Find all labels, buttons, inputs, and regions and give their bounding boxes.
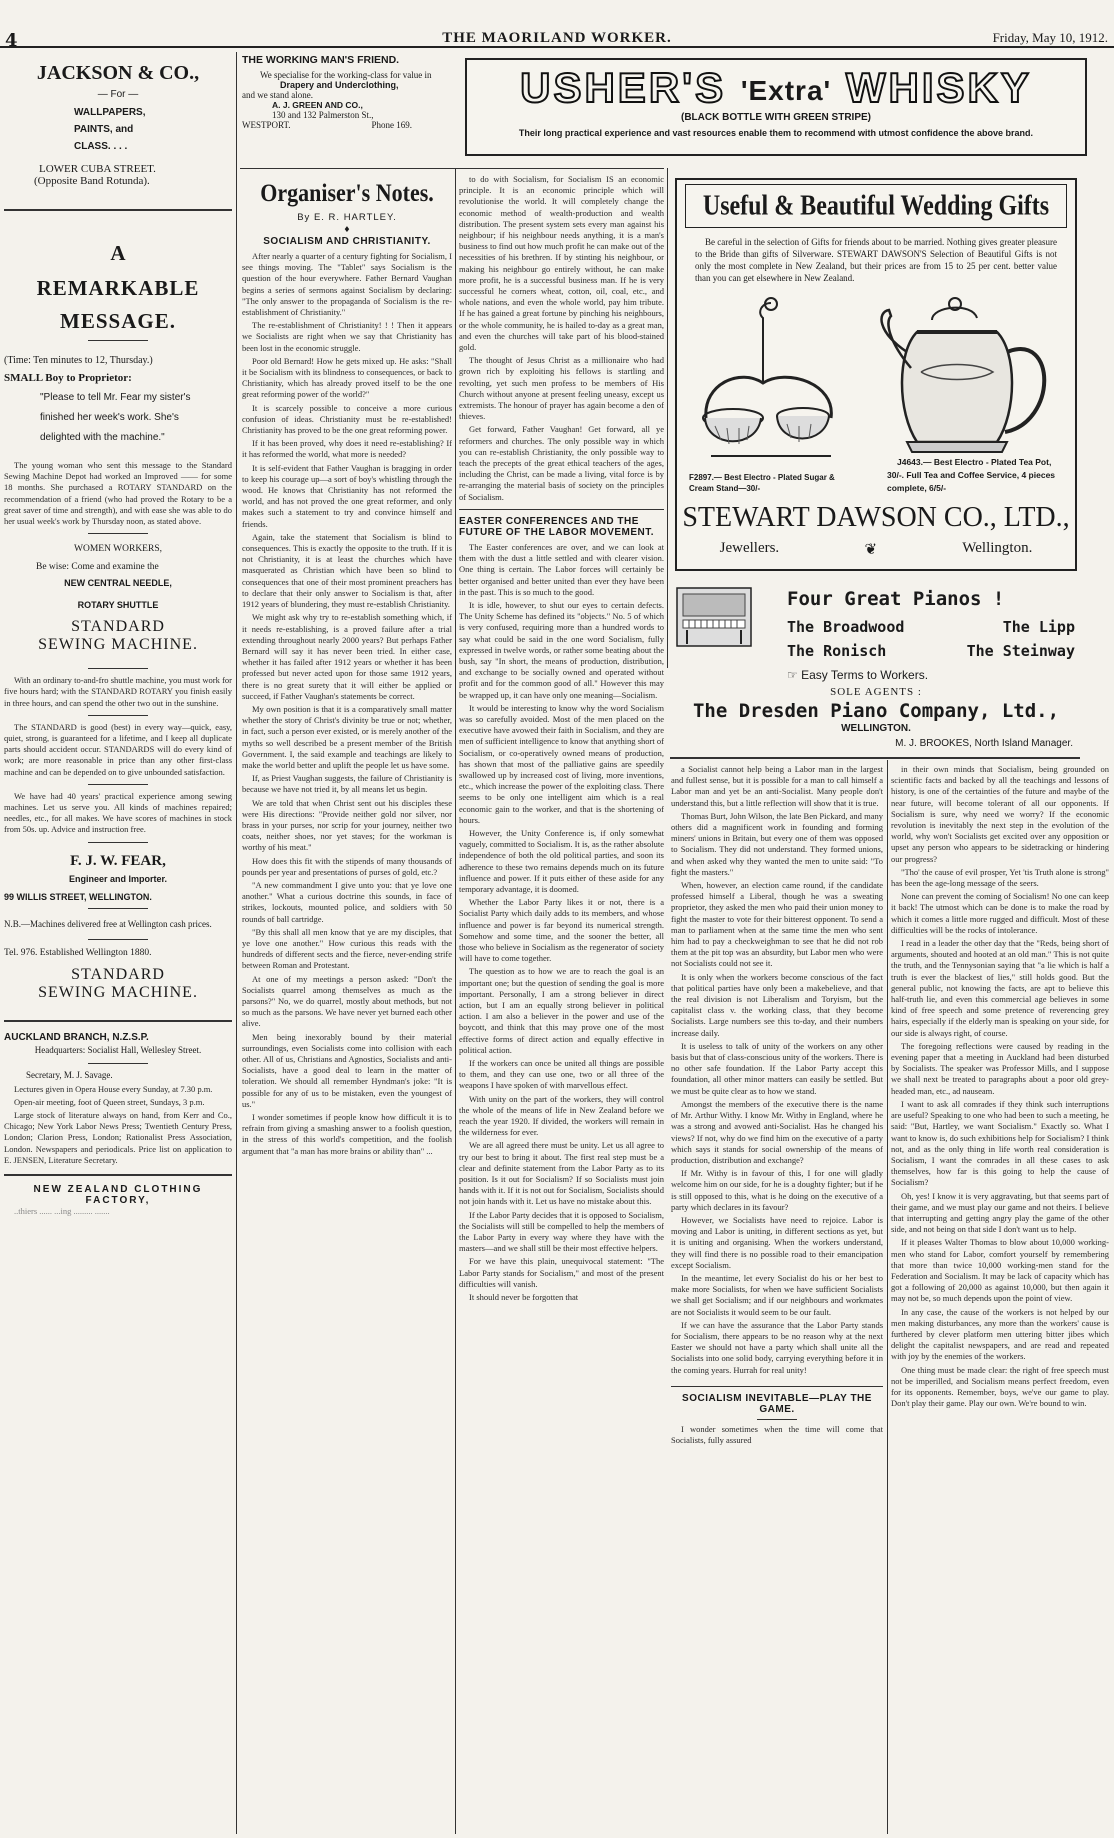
- divider: [757, 1419, 797, 1420]
- issue-date: Friday, May 10, 1912.: [992, 30, 1108, 45]
- jewellers-label: Jewellers.: [719, 540, 780, 556]
- paragraph: Thomas Burt, John Wilson, the late Ben Pickard, and many others did a magnificent work in founding and forming miners' unions in Britain, but every one of them was opposed to Socialism. They did not understand. They formed unions, and when asked why they wanted the men to unite said: "To fight the masters.": [671, 810, 883, 877]
- divider: [88, 668, 148, 669]
- friend-phone: Phone 169.: [371, 120, 412, 130]
- paragraph: If it pleases Walter Thomas to blow about 10,000 working-men who stand for Labor, comfort yourself by remembering that more than twice 10,000 working-men stand for the Federation and Socialism. It may be lack of capacity which has got a following of 20,000 as against 10,000, but then again it may not be, so much depends upon the point of view.: [891, 1237, 1109, 1304]
- pianos-ad: [675, 580, 1077, 752]
- paragraph: Poor old Bernard! How he gets mixed up. He asks: "Shall it be Socialism with its blindness to consequences, or back to Christianity, which has already proved itself to be the one great reforming power of the world?": [242, 355, 452, 400]
- easy-terms-label: Easy Terms to Workers.: [801, 668, 929, 682]
- remarkable-message-ad: [4, 241, 232, 1002]
- paragraph: However, the Unity Conference is, if only somewhat vaguely, committed to Socialism. It is, as the rather absolute independence of both the old political parties, and soon its adherence to these two remains depends much on its future influence and power. If it puts either of these aside for any temporary advantage, it is doomed.: [459, 827, 664, 894]
- ad-letter-a: A: [110, 241, 126, 265]
- tea-pot-caption: J4643.— Best Electro - Plated Tea Pot, 30/-. Full Tea and Coffee Service, 4 pieces complete, 6/5/-: [887, 457, 1056, 493]
- ad-women-workers: WOMEN WORKERS,: [74, 544, 162, 555]
- working-mans-friend-ad: [242, 54, 452, 166]
- ushers-whisky: WHISKY: [845, 64, 1032, 111]
- paragraph: The re-establishment of Christianity! ! ! Then it appears we Socialists are right when we say that Christianity has been lost in the economic struggle.: [242, 320, 452, 353]
- auckland-lectures: Lectures given in Opera House every Sunday, at 7.30 p.m.: [14, 1083, 213, 1094]
- paragraph: None can prevent the coming of Socialism! No one can keep it back! The utmost which can be done is to make the road by which it comes a little more rugged and difficult. Most of these difficulties will be the rocks of intolerance.: [891, 891, 1109, 935]
- column-rule: [236, 52, 237, 1834]
- pointing-hand-icon: ☞: [787, 668, 798, 682]
- column-3: [459, 174, 664, 1832]
- divider: [88, 715, 148, 716]
- paragraph: For we have this plain, unequivocal statement: "The Labor Party stands for Socialism," and most of the present difficulties will vanish.: [459, 1256, 664, 1289]
- horizontal-rule: [670, 757, 1080, 759]
- jackson-item: CLASS. . . .: [74, 141, 128, 152]
- paragraph: "By this shall all men know that ye are my disciples, that ye love one another." How curious this reads with the hundreds of different sects and the fierce, never-ending strife between Roman and Protestant.: [242, 926, 452, 971]
- piano-illustration: [675, 586, 753, 648]
- paragraph: Oh, yes! I know it is very aggravating, but that seems part of their game, and we must play our game and not theirs. I believe that interrupting and getting angry play the game of the other side, and not being on that side I don't want us to help.: [891, 1190, 1109, 1235]
- ad-paragraph: The STANDARD is good (best) in every way—quick, easy, quiet, strong, is guaranteed for a lifetime, and I keep all duplicate parts should accident occur. STANDARDS will do every kind of work; are more reasonable in price than any other first-class machine and can be depended on to give unbounded satisfaction.: [4, 721, 232, 777]
- column-rule: [455, 168, 456, 1834]
- paragraph: It is useless to talk of unity of the workers on any other basis but that of class-conscious unity of the workers. There is no other safe foundation. If the Labor Party accept this foundation, all other minor matters can easily be settled. But we must be quite clear as to how we stand.: [671, 1040, 883, 1096]
- paragraph: The question as to how we are to reach the goal is an important one; but the question of sending the goal is more important. Personally, I am a strong believer in direct action, but I am an equally strong believer in political action. I am also a believer in the power and use of the boycott, and think that this may prove one of the most effective forms of direct action and equally effective in political action.: [459, 966, 664, 1055]
- divider: [88, 340, 148, 341]
- paragraph: How does this fit with the stipends of many thousands of pounds per year and presentations of purses of gold, etc.?: [242, 855, 452, 877]
- paragraph: We are told that when Christ sent out his disciples these were His directions: "Provide neither gold nor silver, nor brass in your purses, nor scrip for your journey, neither two coats, neither shoes, nor yet staves; for the workman is worthy of his meat.": [242, 797, 452, 853]
- article-body-continued: [459, 174, 664, 503]
- paragraph: Whether the Labor Party likes it or not, there is a Socialist Party which daily adds to its members, and whose influence and power is far beyond its numerical strength. Somehow and some time, and the sooner the better, all those who believe in Socialism as the regenerator of society will have to come together.: [459, 897, 664, 964]
- paragraph: If we can have the assurance that the Labor Party stands for Socialism, there appears to be no reason why at the next Easter we should not have a party which shall unite all the Socialists into one solid body, carrying everything before it in the coming years. Hurrah for real unity!: [671, 1319, 883, 1375]
- paragraph: It would be interesting to know why the word Socialism was so carefully avoided. Most of the men placed on the executive have avowed their faith in Socialism, and they are men of sufficient intelligence to know that anything short of Socialism, or co-operatively owned means of production, has shown that most of the palliative gains are speedily swallowed up by increased cost of living, more inventions, etc., which increase the power of the exploiting class. There seems to be only one intelligent aim which is a real economic gain to the worker, and that is the shortening of hours.: [459, 702, 664, 825]
- socialism-inevitable-title: SOCIALISM INEVITABLE—PLAY THE GAME.: [682, 1392, 872, 1415]
- paragraph: If, as Priest Vaughan suggests, the failure of Christianity is because we have not tried it, by all means let us begin.: [242, 773, 452, 795]
- ad-quote: "Please to tell Mr. Fear my sister's finished her week's work. She's delighted with the machine.": [40, 392, 191, 443]
- divider: [88, 1063, 148, 1064]
- pianos-title: Four Great Pianos !: [787, 588, 1005, 610]
- organisers-notes: [242, 166, 452, 1157]
- paragraph: In any case, the cause of the workers is not helped by our men making disturbances, any more than the workers' cause is furthered by clever platform men uttering bitter jibes which delight the capitalist newspapers, and are read and repeated with joy by the enemies of the workers.: [891, 1306, 1109, 1362]
- wedding-gifts-ad: [675, 178, 1077, 571]
- paragraph: At one of my meetings a person asked: "Don't the Socialists quarrel among themselves as much as the parsons?" No, we do quarrel, mostly about methods, but not so much as the parsons. We have never yet burned each other alive.: [242, 973, 452, 1029]
- divider: [459, 509, 664, 510]
- auckland-secretary: Secretary, M. J. Savage.: [26, 1069, 113, 1080]
- ad-paragraph: We have had 40 years' practical experience among sewing machines. Let us serve you. All kinds of machines repaired; needles, etc., for all makes. We have scores of machines in stock from 50s. up. Advice and instruction free.: [4, 790, 232, 835]
- ad-fear: F. J. W. FEAR,: [70, 852, 166, 869]
- paragraph: "Tho' the cause of evil prosper, Yet 'tis Truth alone is strong" has been the age-long message of the seers.: [891, 866, 1109, 889]
- ad-shuttle: ROTARY SHUTTLE: [77, 600, 159, 611]
- auckland-literature: Large stock of literature always on hand, from Kerr and Co., Chicago; New York Labor News Press; Twentieth Century Press, London; Clarion Press, London; Rationalist Press Association, London. Newspapers and periodicals. Price list on application to E. JENSEN, Literature Secretary.: [4, 1110, 232, 1165]
- piano-lipp: The Lipp: [1002, 618, 1075, 636]
- page-number: 4: [5, 30, 18, 51]
- ushers-stripe: (BLACK BOTTLE WITH GREEN STRIPE): [681, 112, 871, 123]
- ad-sewing-machine: SEWING MACHINE.: [38, 983, 198, 1001]
- paragraph: It is scarcely possible to conceive a more curious confusion of ideas. Christianity must be re-established! Christianity has proved to be the one great reforming power.: [242, 402, 452, 436]
- ad-paragraph: With an ordinary to-and-fro shuttle machine, you must work for five hours hard; with the STANDARD ROTARY you finish easily in three hours, and can spend the other two out in the sunshine.: [4, 675, 232, 708]
- jackson-ad: [4, 50, 232, 187]
- ad-standard: STANDARD: [71, 965, 165, 983]
- paragraph: The Easter conferences are over, and we can look at them with the dust a little settled and with clearer vision. One thing is certain. The Labor forces will certainly be better organised and better united than ever they have been in the past. This is so much to the good.: [459, 541, 664, 597]
- paragraph: It is only when the workers become conscious of the fact that political parties have only been a makebelieve, and that the real division is not Liberalism and Toryism, but the capitalist class v. the working class, that they become Socialists. Large numbers see this to-day, and their numbers increase daily.: [671, 971, 883, 1038]
- friend-company: A. J. GREEN AND CO.,: [272, 100, 363, 110]
- paragraph: to do with Socialism, for Socialism IS an economic principle. It is an economic principle which will revolutionise the world. It will completely change the economic method of wealth-production and wealth distribution. The present system sets every man against his neighbour; if his neighbour needs anything, it is a man's business to find out how much profit he can make out of the necessities of his brethren. If by stinting his neighbour, or making his neighbour go entirely without, he can make more profit, he is a successful business man. If he is very successful he corners wheat, cotton, oil, coal, etc., and whole nations, and even the whole world, pay him tribute. If he has gained a great fortune by pinching his neighbours, or the whole community, he is hailed to-day as a great man, and even the churches will take part of his blood-stained gold.: [459, 174, 664, 353]
- divider: [88, 533, 148, 534]
- sole-agents: SOLE AGENTS :: [830, 686, 922, 698]
- jackson-opposite: (Opposite Band Rotunda).: [34, 175, 150, 187]
- ad-standard: STANDARD: [71, 618, 165, 636]
- friend-body: We specialise for the working-class for value in: [260, 70, 432, 80]
- friend-stand: and we stand alone.: [242, 90, 313, 100]
- wedding-title-box: [685, 184, 1067, 228]
- paragraph: If the Labor Party decides that it is opposed to Socialism, the Socialists will still be compelled to help the members of the Labor Party in every way where they have with the masters—and we shall still be their most effective helpers.: [459, 1209, 664, 1254]
- paragraph: After nearly a quarter of a century fighting for Socialism, I see things moving. The "Tablet" says Socialism is the question of the hour everywhere. Father Bernard Vaughan begins a series of sermons against Socialism by declaring: "The only answer to the propaganda of Socialism is the re-establishment of Christianity.": [242, 251, 452, 318]
- friend-title: THE WORKING MAN'S FRIEND.: [242, 54, 400, 66]
- auckland-branch: [4, 1032, 232, 1166]
- auckland-open-air: Open-air meeting, foot of Queen street, Sundays, 3 p.m.: [14, 1096, 205, 1107]
- masthead: [0, 0, 1114, 51]
- ushers-headline: [467, 64, 1085, 112]
- ushers-tagline: Their long practical experience and vast resources enable them to recommend with utmost confidence the above brand.: [518, 128, 1034, 138]
- easy-terms: [787, 668, 928, 682]
- paragraph: My own position is that it is a comparatively small matter whether the story of Christ's divinity be true or not; whether, in fact, such a person ever existed, or is merely another of the myths so well described be a present member of the British Government. I, the said example and teachings are likely to make the world better and uplift the people let us have some.: [242, 703, 452, 770]
- ornament-icon: ❦: [864, 542, 878, 558]
- newspaper-title: THE MAORILAND WORKER.: [442, 30, 672, 46]
- paragraph: If Mr. Withy is in favour of this, I for one will gladly welcome him on our side, for he is a doughty fighter; but if he is still opposed to this, what is he doing on the executive of a party which declares in its favour?: [671, 1168, 883, 1212]
- paragraph: We are all agreed there must be unity. Let us all agree to try our best to bring it about. The first real step must be a clear and definite statement from the Labor Party as to its position. Is it out for Socialism? If so Socialists must join hands with it. If it is not out for Socialism, Socialists should not join hands with it. Let us have no mistake about this.: [459, 1140, 664, 1207]
- auckland-hq: Headquarters: Socialist Hall, Wellesley Street.: [34, 1044, 202, 1055]
- friend-location: [242, 120, 452, 130]
- paragraph: Amongst the members of the executive there is the name of Mr. Arthur Withy. I know Mr. Withy in England, where he was a strong and avowed anti-Socialist. Has he changed his views? If not, why do we find him on the executive of a party which says it stands for social ownership of the means of production, distribution and exchange?: [671, 1098, 883, 1165]
- divider: [88, 784, 148, 785]
- article-body-continued: [671, 764, 883, 1376]
- sugar-cream-stand-illustration: [691, 288, 851, 463]
- ad-time: (Time: Ten minutes to 12, Thursday.): [4, 355, 153, 366]
- paragraph: We might ask why try to re-establish something which, if it needs re-establishing, is a proved failure after a trial extending throughout nearly 2000 years? But perhaps Father Bernard will say it has never been tried. In either case, whether it has failed after 1912 years or whether it has been professed but never acted upon for those same 1912 years, there is no great surety that it will either be applied or succeed, if Father Vaughan's statements be correct.: [242, 612, 452, 701]
- paragraph: It should never be forgotten that: [469, 1292, 579, 1303]
- paragraph: If it has been proved, why does it need re-establishing? If it has reformed the world, what more is needed?: [242, 438, 452, 460]
- jackson-item: WALLPAPERS,: [74, 107, 146, 118]
- paragraph: In the meantime, let every Socialist do his or her best to make more Socialists, for when we have sufficient Socialists we shall get Socialism; and if our neighbours and workmates are not Socialists it would seem to be our fault.: [671, 1272, 883, 1317]
- paragraph: Get forward, Father Vaughan! Get forward, all ye reformers and churches. The only possible way in which you can re-establish Christianity, the only possible way to teach the precepts of the great ethical teachers of the ages, including the Christ, can be made a living, vital force is by re-arranging the material basis of society on the principles of Socialism.: [459, 424, 664, 502]
- wedding-title: Useful & Beautiful Wedding Gifts: [702, 189, 1050, 221]
- paragraph: The thought of Jesus Christ as a millionaire who had grown rich by exploiting his fellows is startling and revolting, yet such men profess to be members of His Church without anyone at present feeling uneasy, except us extremists. The honour of prayer has again become a den of thieves.: [459, 355, 664, 422]
- auckland-title: AUCKLAND BRANCH, N.Z.S.P.: [4, 1031, 149, 1043]
- divider: [4, 209, 232, 211]
- paragraph: It is idle, however, to shut our eyes to certain defects. The Unity Scheme has defined its "objects." No. 5 of which is very confused, requiring more than a hundred words to say what could be said in the one word Socialism, fully expressed in twelve words, or rather some beating about the bush, say "In short, the means of production, distribution, and exchange to be socially owned and operated without profit and for the common good of all." However this may be wrapped up, it can have only one meaning—Socialism.: [459, 599, 664, 700]
- divider: [88, 939, 148, 940]
- paragraph: The foregoing reflections were caused by reading in the evening paper that a meeting in Auckland had been disturbed by Socialists. The speaker was Professor Mills, and I suppose we shall next be treated to paragraphs about a poor old grey-headed man, etc., ad nauseam.: [891, 1040, 1109, 1096]
- ushers-whisky-ad: [465, 58, 1087, 156]
- divider: [88, 842, 148, 843]
- article-body: [242, 251, 452, 1157]
- article-subhead: SOCIALISM AND CHRISTIANITY.: [263, 236, 431, 247]
- socialism-inevitable-body: I wonder sometimes when the time will come that Socialists, fully assured: [671, 1423, 883, 1445]
- stewart-dawson-name: STEWART DAWSON CO., LTD.,: [682, 502, 1070, 533]
- paragraph: I wonder sometimes if people know how difficult it is to refrain from giving a smashing answer to a foolish question, in the stress of this world's competition, and the foolish argument that "a man has more brains or ability than" ...: [242, 1112, 452, 1156]
- paragraph: One thing must be made clear: the right of free speech must not be imperilled, and Socialism means perfect freedom, even for its opponents. Remember, boys, we've our game to play. Don't play their game. Play our own. We're bound to win.: [891, 1364, 1109, 1409]
- divider: [671, 1386, 883, 1387]
- paragraph: "A new commandment I give unto you: that ye love one another." What a curious doctrine this sounds, in face of strikes, lockouts, mounted police, and soldiers with 50 rounds of ball cartridge.: [242, 879, 452, 924]
- dresden-manager: M. J. BROOKES, North Island Manager.: [895, 738, 1073, 749]
- nz-clothing-title: NEW ZEALAND CLOTHING FACTORY,: [33, 1184, 203, 1207]
- friend-address: 130 and 132 Palmerston St.,: [272, 110, 374, 120]
- easter-body: [459, 542, 664, 1303]
- ad-sewing-machine: SEWING MACHINE.: [38, 636, 198, 654]
- ad-paragraph: The young woman who sent this message to the Standard Sewing Machine Depot had worked an Improved —— for some 18 months. She purchased a ROTARY STANDARD on the recommendation of a friend (who had proved the Rotary to be a great saver of time and strength), and with ease she was able to do her usual week's work by Thursday noon, as stated above.: [4, 460, 232, 527]
- paragraph: I read in a leader the other day that the "Reds, being short of arguments, shouted and hooted at an old man." This is not quite the truth, and the Tennysonian saying that "a lie which is half a truth is ever the blackest of lies," still holds good. But the general public, not knowing the facts, are apt to believe this half-truth lie, and even this commercial age believes in some kind of free speech and some pretence of reverencing grey hairs, especially if the elderly man is speaking on your side, for our side is always right, of course.: [891, 938, 1109, 1038]
- easter-title: EASTER CONFERENCES AND THE FUTURE OF THE LABOR MOVEMENT.: [459, 515, 655, 538]
- friend-drapery: Drapery and Underclothing,: [280, 80, 399, 90]
- ad-engineer: Engineer and Importer.: [68, 873, 168, 884]
- column-6: [891, 764, 1109, 1834]
- paragraph: With unity on the part of the workers, they will control the whole of the means of life in New Zealand before we reach the year 1920. If divided, the workers will remain in the wilderness for ever.: [459, 1093, 664, 1138]
- ad-be-wise: Be wise: Come and examine the: [36, 562, 159, 573]
- ad-small-boy: SMALL Boy to Proprietor:: [4, 372, 132, 384]
- column-rule: [887, 760, 888, 1834]
- paragraph: I want to ask all comrades if they think such interruptions are useful? Speaking to one who had been to such a meeting, he said: "But, Hartley, we want Socialism." Exactly so. What I want to know is, do such exhibitions help for Socialism? I think not, and as the only thing in life worth real consideration is Socialism, I want the comrades in all these cases to ask themselves, how far is this going to help the cause of Socialism?: [891, 1098, 1109, 1188]
- dresden-city: WELLINGTON.: [841, 723, 911, 734]
- jackson-address: LOWER CUBA STREET.: [39, 163, 156, 175]
- paragraph: If the workers can once be united all things are possible to them, and they can use one, two or all three of the weapons I have spoken of with marvellous effect.: [459, 1058, 664, 1091]
- ushers-brand: USHER'S: [520, 64, 727, 111]
- ad-tel: Tel. 976. Established Wellington 1880.: [4, 947, 152, 958]
- paragraph: Again, take the statement that Socialism is blind to consequences. This is exactly the opposite to the truth. If it is not Christianity, it is at least the churches which have masquerated as Christian which have been so blind to consequences that one of their most prominent preachers has to declare that their only answer to Socialism is that, after 1912 years of blundering, they must re-establish Christianity.: [242, 531, 452, 610]
- wellington-label: Wellington.: [962, 540, 1033, 556]
- article-title: Organiser's Notes.: [260, 178, 434, 207]
- paragraph: It is self-evident that Father Vaughan is bragging in order to keep his courage up—a sort of boy's whistling through the wood. He knows that Christianity has not reformed the world, and has not proved the one great reformer, and only makes such a statement to try and convince himself and friends.: [242, 462, 452, 529]
- paragraph: When, however, an election came round, if the candidate professed himself a Liberal, though he was a sweating proprietor, they asked the men who paid their union money to fight the master to vote for their bitterest opponent. To send a man to parliament when at the same time the men who sent him had to pay a checkweighman to see that he did not rob them at the pit top was an absurdity, but Labor men who were not Socialists could not see it.: [671, 880, 883, 969]
- sugar-stand-caption: F2897.— Best Electro - Plated Sugar & Cream Stand—30/-: [689, 473, 835, 493]
- divider: [4, 1174, 232, 1176]
- jackson-for: — For —: [97, 89, 139, 100]
- paragraph: Men being inexorably bound by their material surroundings, even Socialists come into collision with each other. All of us, Christians and Agnostics, Socialists and anti-Socialists, have a good deal to learn in the matter of toleration. We should all remember Hyndman's joke: "It is possible for any of us to be mistaken, even the youngest of us.": [242, 1031, 452, 1109]
- piano-broadwood: The Broadwood: [787, 618, 905, 636]
- ushers-extra: 'Extra': [740, 74, 832, 106]
- jackson-item: PAINTS, and: [74, 124, 134, 135]
- wedding-body: Be careful in the selection of Gifts for friends about to be married. Nothing gives greater pleasure to the Bride than gifts of Silverware. STEWART DAWSON'S Selection of Beautiful Gifts is not only the most complete in New Zealand, but their prices are from 15 to 25 per cent. better value than you can get elsewhere in New Zealand.: [695, 237, 1057, 283]
- piano-steinway: The Steinway: [966, 642, 1075, 660]
- piano-ronisch: The Ronisch: [787, 642, 887, 660]
- paragraph: in their own minds that Socialism, being grounded on scientific facts and backed by all the teachings and lessons of history, is one of the certainties of the future and maybe of the near future, will become tolerant of all our opponents. If Socialism is sure, why need we worry? If the economic revolution is inevitably the next step in the evolution of the world, why won't Socialists get excited over any opposition or upset any person who appears to be sidetracking or hindering our progress?: [891, 764, 1109, 864]
- paragraph: However, we Socialists have need to rejoice. Labor is moving and Labor is uniting, in different sections as yet, but it is uniting and organising. When the workers understand, they will find there is no possible road to their emancipation except Socialism.: [671, 1214, 883, 1270]
- column-2: [242, 54, 452, 1834]
- column-rule: [667, 168, 668, 668]
- nz-clothing-ad: [4, 1184, 232, 1217]
- column-5: [671, 764, 883, 1834]
- column-1: [4, 50, 232, 1834]
- paragraph: a Socialist cannot help being a Labor man in the largest and fullest sense, but it is possible for a man to call himself a Labor man and yet be an anti-Socialist. Many people don't understand this, but a little reflection will show that it is true.: [671, 764, 883, 808]
- dresden-company: The Dresden Piano Company, Ltd.,: [692, 700, 1060, 722]
- divider: [4, 1020, 232, 1022]
- jackson-name: JACKSON & CO.,: [36, 62, 200, 84]
- ad-headline: MESSAGE.: [60, 309, 176, 333]
- friend-westport: WESTPORT.: [242, 120, 291, 130]
- ad-needle: NEW CENTRAL NEEDLE,: [64, 578, 172, 589]
- stewart-dawson-footer: [677, 540, 1075, 559]
- ornament: ♦: [343, 225, 351, 234]
- ad-nb: N.B.—Machines delivered free at Wellington cash prices.: [4, 918, 212, 929]
- ad-headline: REMARKABLE: [36, 276, 200, 300]
- article-byline: By E. R. HARTLEY.: [297, 212, 397, 223]
- jackson-items: [4, 104, 232, 155]
- article-body-continued: [891, 764, 1109, 1409]
- nz-clothing-body: ..thiers ...... ...ing ......... .......: [14, 1206, 110, 1217]
- tea-pot-illustration: [877, 292, 1067, 467]
- divider: [88, 908, 148, 909]
- ad-willis-street: 99 WILLIS STREET, WELLINGTON.: [4, 891, 152, 902]
